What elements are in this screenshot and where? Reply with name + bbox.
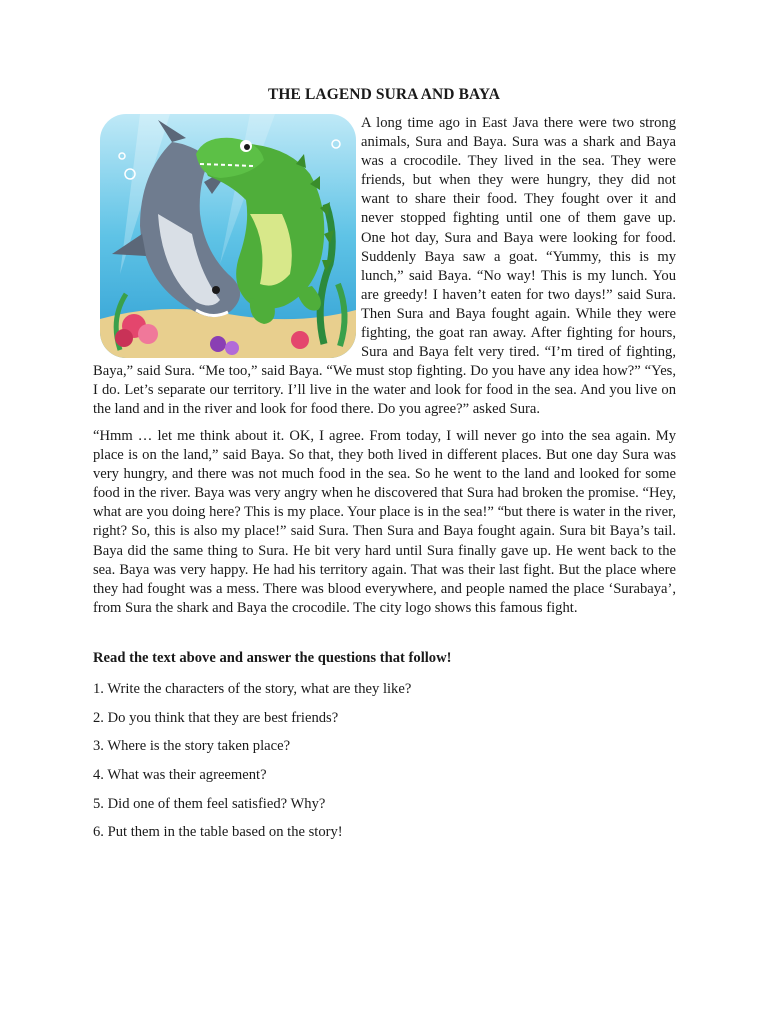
question-item: 2. Do you think that they are best friends? bbox=[93, 709, 339, 726]
question-item: 5. Did one of them feel satisfied? Why? bbox=[93, 795, 326, 812]
questions-instruction: Read the text above and answer the questions that follow! bbox=[93, 650, 452, 666]
question-item: 4. What was their agreement? bbox=[93, 767, 267, 784]
story-paragraph-1 bbox=[93, 114, 676, 420]
paragraph-2-text: “Hmm … let me think about it. OK, I agree. From today, I will never go into the sea again. My place is on the land,” said Baya. So that, they both lived in different places. But one day Sura was very hungry, and there was not much food in the sea. So he went to the land and looked for some food in the river. Baya was very angry when he discovered that Sura had broken the promise. “Hey, what are you doing here? This is my place. Your place is in the sea!” “but there is water in the river, right? So, this is also my place!” said Sura. Then Sura and Baya fought again. Sura bit Baya’s tail. Baya did the same thing to Sura. He bit very hard until Sura finally gave up. He went back to the sea. Baya was very happy. He had his territory again. That was their last fight. But the place where they had fought was a mess. There was blood everywhere, and people named the place ‘Surabaya’, from Sura the shark and Baya the crocodile. The city logo shows this famous fight. bbox=[93, 428, 676, 616]
story-paragraph-2 bbox=[93, 427, 676, 618]
question-item: 6. Put them in the table based on the story! bbox=[93, 824, 343, 841]
paragraph-1-text: A long time ago in East Java there were two strong animals, Sura and Baya. Sura was a shark and Baya was a crocodile. They lived in the sea. They were friends, but when they were hungry, they did not want to share their food. They fought over it and never stopped fighting until one of them gave up. One hot day, Sura and Baya were looking for food. Suddenly Baya saw a goat. “Yummy, this is my lunch,” said Baya. “No way! This is my lunch. You are greedy! I haven’t eaten for two days!” said Sura. Then Sura and Baya fought again. While they were fighting, the goat ran away. After fighting for hours, Sura and Baya felt very tired. “I’m tired of fighting, Baya,” said Sura. “Me too,” said Baya. “We must stop fighting. Do you have any idea how?” “Yes, I do. Let’s separate our territory. I’ll live in the water and look for food in the sea. And you live on the land and in the river and look for food there. Do you agree?” asked Sura. bbox=[93, 115, 676, 418]
question-list bbox=[93, 680, 676, 852]
story-title: THE LAGEND SURA AND BAYA bbox=[267, 86, 501, 103]
question-item: 3. Where is the story taken place? bbox=[93, 738, 291, 755]
question-item: 1. Write the characters of the story, what are they like? bbox=[93, 681, 412, 697]
